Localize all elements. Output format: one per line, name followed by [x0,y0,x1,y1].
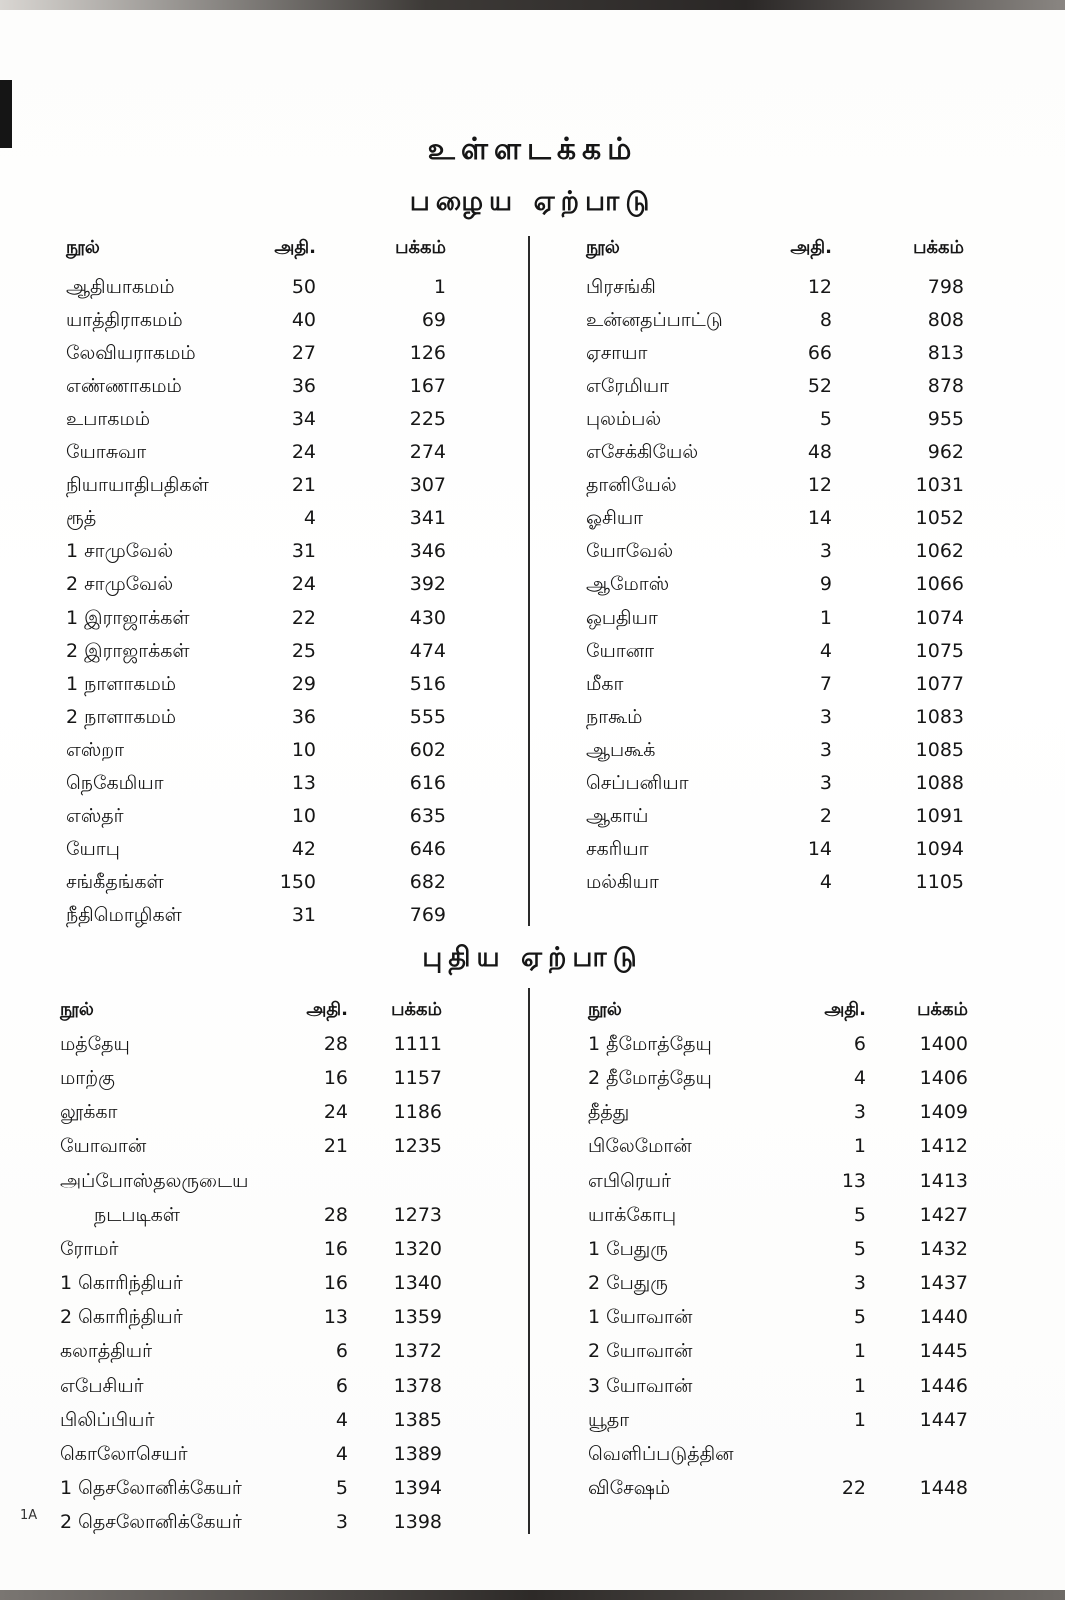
chapter-count: 6 [335,1374,348,1397]
page-number: 1235 [393,1135,442,1158]
chapter-count: 66 [807,342,832,365]
page-number: 813 [927,342,964,365]
old_testament-right-header-book: நூல் [586,237,620,258]
chapter-count: 42 [291,837,316,860]
chapter-count: 4 [335,1442,348,1465]
chapter-count: 10 [291,804,316,827]
old_testament-left-header-chapters: அதி. [274,237,316,258]
book-name: மீகா [586,672,624,695]
book-name: சகரியா [586,837,649,860]
new_testament-left-header-chapters: அதி. [306,999,348,1020]
book-name: பிரசங்கி [586,276,656,298]
page-number: 1083 [915,705,964,728]
new_testament-left-header-book: நூல் [60,999,94,1020]
chapter-count: 10 [291,738,316,761]
page-number: 1389 [393,1442,442,1465]
chapter-count: 24 [291,573,316,596]
chapter-count: 3 [853,1272,866,1295]
page-number: 616 [409,771,446,794]
page-number: 1406 [919,1067,968,1090]
book-name: 2 நாளாகமம் [66,705,177,728]
chapter-count: 150 [279,870,316,893]
book-name: எஸ்றா [66,738,125,761]
page-title: உள்ளடக்கம் [427,132,638,167]
page-number: 1385 [393,1408,442,1431]
book-name: யாக்கோபு [588,1203,677,1226]
old_testament-right-header-chapters: அதி. [790,237,832,258]
chapter-count: 5 [853,1237,866,1260]
chapter-count: 5 [335,1476,348,1499]
page-number: 1031 [915,474,964,497]
chapter-count: 22 [841,1476,866,1499]
chapter-count: 4 [335,1408,348,1431]
page-number: 1359 [393,1306,442,1329]
page-number: 69 [421,309,446,332]
book-name: மல்கியா [586,870,659,893]
chapter-count: 4 [303,507,316,530]
page-number: 1394 [393,1476,442,1499]
book-name: யாத்திராகமம் [66,309,183,332]
page-number: 1427 [919,1203,968,1226]
book-name: 2 கொரிந்தியர் [60,1306,183,1329]
page-number: 1398 [393,1511,442,1534]
chapter-count: 24 [291,441,316,464]
page-number: 798 [927,276,964,298]
book-name: எஸ்தர் [66,804,124,827]
page-number: 646 [409,837,446,860]
book-name: 1 இராஜாக்கள் [66,606,190,629]
book-name: மாற்கு [60,1067,115,1090]
page-number: 1 [433,276,446,298]
page-number: 274 [409,441,446,464]
book-name: தானியேல் [586,474,677,497]
chapter-count: 1 [853,1374,866,1397]
chapter-count: 6 [335,1340,348,1363]
page-number: 474 [409,639,446,662]
page-number: 167 [409,375,446,398]
old-testament-title: பழைய ஏற்பாடு [409,186,656,217]
book-name: புலம்பல் [586,408,662,431]
book-name: பிலேமோன் [588,1135,692,1158]
chapter-count: 5 [853,1203,866,1226]
chapter-count: 9 [819,573,832,596]
chapter-count: 2 [819,804,832,827]
book-name: லூக்கா [60,1101,118,1124]
book-name: மத்தேயு [60,1033,130,1055]
page-number: 1409 [919,1101,968,1124]
page-number: 1094 [915,837,964,860]
book-name: ரோமர் [60,1237,119,1260]
chapter-count: 31 [291,903,316,926]
book-name: கலாத்தியர் [60,1340,153,1363]
book-name: யோனா [586,639,655,662]
chapter-count: 6 [853,1033,866,1055]
old-testament-column-divider [528,236,530,926]
book-name: 2 யோவான் [588,1340,693,1363]
book-name: யோவான் [60,1135,147,1158]
chapter-count: 4 [853,1067,866,1090]
new_testament-right-header-book: நூல் [588,999,622,1020]
book-name: ரூத் [66,507,97,530]
page-number: 1440 [919,1306,968,1329]
page-number: 1413 [919,1169,968,1192]
chapter-count: 22 [291,606,316,629]
page-number: 1437 [919,1272,968,1295]
page-number: 430 [409,606,446,629]
page-number: 878 [927,375,964,398]
book-name: ஆபகூக் [586,738,656,761]
page-number: 1372 [393,1340,442,1363]
chapter-count: 4 [819,870,832,893]
page-number: 392 [409,573,446,596]
page-number: 1445 [919,1340,968,1363]
page-number: 516 [409,672,446,695]
scan-shadow-top [0,0,1065,10]
chapter-count: 14 [807,507,832,530]
chapter-count: 48 [807,441,832,464]
chapter-count: 3 [819,705,832,728]
page-number: 602 [409,738,446,761]
page-number: 1320 [393,1237,442,1260]
book-name: 2 பேதுரு [588,1272,668,1295]
page-number: 1447 [919,1408,968,1431]
chapter-count: 3 [853,1101,866,1124]
chapter-count: 3 [819,738,832,761]
book-name: தீத்து [588,1101,630,1124]
chapter-count: 16 [323,1272,348,1295]
chapter-count: 12 [807,276,832,298]
book-name: நெகேமியா [66,771,164,794]
page-number: 1111 [393,1033,442,1055]
chapter-count: 24 [323,1101,348,1124]
chapter-count: 5 [819,408,832,431]
chapter-count: 29 [291,672,316,695]
new_testament-right-header-page: பக்கம் [917,999,968,1020]
page-number: 1273 [393,1203,442,1226]
page-number: 1157 [393,1067,442,1090]
book-name: ஆமோஸ் [586,573,670,596]
chapter-count: 7 [819,672,832,695]
book-name: யூதா [588,1408,630,1431]
page-number: 1075 [915,639,964,662]
book-name: எபேசியர் [60,1374,144,1397]
book-name: யோசுவா [66,441,147,464]
book-name: ஆதியாகமம் [66,276,175,298]
chapter-count: 27 [291,342,316,365]
chapter-count: 1 [853,1135,866,1158]
book-name: உன்னதப்பாட்டு [586,309,723,332]
chapter-count: 16 [323,1067,348,1090]
page-number: 1066 [915,573,964,596]
chapter-count: 13 [291,771,316,794]
chapter-count: 31 [291,540,316,563]
book-name: கொலோசெயர் [60,1442,188,1465]
book-name: நியாயாதிபதிகள் [66,474,209,497]
chapter-count: 25 [291,639,316,662]
old_testament-left-header-page: பக்கம் [395,237,446,258]
page-number: 1378 [393,1374,442,1397]
page-number: 341 [409,507,446,530]
chapter-count: 8 [819,309,832,332]
page-number: 1052 [915,507,964,530]
book-name: நாகூம் [586,705,643,728]
book-name: ஆகாய் [586,804,649,827]
chapter-count: 21 [323,1135,348,1158]
old_testament-right-header-page: பக்கம் [913,237,964,258]
book-name: உபாகமம் [66,408,151,431]
book-name: வெளிப்படுத்தின [588,1442,734,1465]
page-number: 1074 [915,606,964,629]
book-name: 2 தீமோத்தேயு [588,1067,712,1090]
new_testament-right-header-chapters: அதி. [824,999,866,1020]
page-number: 1340 [393,1272,442,1295]
chapter-count: 12 [807,474,832,497]
page-number: 1062 [915,540,964,563]
chapter-count: 1 [853,1340,866,1363]
book-name: ஏசாயா [586,342,648,365]
old_testament-left-header-book: நூல் [66,237,100,258]
book-name: 2 இராஜாக்கள் [66,639,190,662]
chapter-count: 52 [807,375,832,398]
page-number: 1446 [919,1374,968,1397]
page-number: 1400 [919,1033,968,1055]
book-name: லேவியராகமம் [66,342,196,365]
page-number: 555 [409,705,446,728]
page-number: 1448 [919,1476,968,1499]
new_testament-left-header-page: பக்கம் [391,999,442,1020]
chapter-count: 1 [853,1408,866,1431]
page-number: 1432 [919,1237,968,1260]
page-number: 225 [409,408,446,431]
book-name: எரேமியா [586,375,670,398]
page-number: 126 [409,342,446,365]
book-name: அப்போஸ்தலருடைய [60,1169,249,1192]
page-number: 1105 [915,870,964,893]
page-number: 1088 [915,771,964,794]
chapter-count: 36 [291,375,316,398]
chapter-count: 21 [291,474,316,497]
page-number: 962 [927,441,964,464]
chapter-count: 13 [841,1169,866,1192]
page-number: 346 [409,540,446,563]
chapter-count: 14 [807,837,832,860]
chapter-count: 34 [291,408,316,431]
new-testament-column-divider [528,988,530,1534]
scan-shadow-bottom [0,1590,1065,1600]
chapter-count: 40 [291,309,316,332]
chapter-count: 50 [291,276,316,298]
book-name: 1 யோவான் [588,1306,693,1329]
new-testament-title: புதிய ஏற்பாடு [422,942,643,973]
book-name: 1 பேதுரு [588,1237,668,1260]
book-name: யோபு [66,837,120,860]
chapter-count: 36 [291,705,316,728]
page-number: 955 [927,408,964,431]
book-name: பிலிப்பியர் [60,1408,155,1431]
chapter-count: 5 [853,1306,866,1329]
chapter-count: 28 [323,1203,348,1226]
book-name: செப்பனியா [586,771,689,794]
book-name: எண்ணாகமம் [66,375,182,398]
book-name: 1 தெசலோனிக்கேயர் [60,1476,242,1499]
chapter-count: 3 [819,771,832,794]
page-number: 808 [927,309,964,332]
book-name: சங்கீதங்கள் [66,870,164,893]
chapter-count: 4 [819,639,832,662]
book-name: 1 கொரிந்தியர் [60,1272,183,1295]
chapter-count: 3 [335,1511,348,1534]
book-name: 2 தெசலோனிக்கேயர் [60,1511,242,1534]
page-number: 769 [409,903,446,926]
book-name: யோவேல் [586,540,674,563]
chapter-count: 16 [323,1237,348,1260]
chapter-count: 1 [819,606,832,629]
page-number: 1091 [915,804,964,827]
page-number: 682 [409,870,446,893]
page-code: 1A [20,1508,38,1523]
chapter-count: 3 [819,540,832,563]
book-name: 1 நாளாகமம் [66,672,177,695]
page-number: 635 [409,804,446,827]
book-name: நீதிமொழிகள் [66,903,182,926]
book-name: 1 சாமுவேல் [66,540,174,563]
page-number: 1186 [393,1101,442,1124]
book-name: ஒபதியா [586,606,658,629]
book-name: ஓசியா [586,507,644,530]
chapter-count: 13 [323,1306,348,1329]
book-name: 3 யோவான் [588,1374,693,1397]
book-name: எபிரெயர் [588,1169,671,1192]
book-name: 1 தீமோத்தேயு [588,1033,712,1055]
book-name: விசேஷம் [588,1476,671,1499]
page-number: 1085 [915,738,964,761]
page-number: 1077 [915,672,964,695]
page-number: 307 [409,474,446,497]
chapter-count: 28 [323,1033,348,1055]
page-number: 1412 [919,1135,968,1158]
book-name: 2 சாமுவேல் [66,573,174,596]
book-name: எசேக்கியேல் [586,441,699,464]
book-name: நடபடிகள் [94,1203,180,1226]
